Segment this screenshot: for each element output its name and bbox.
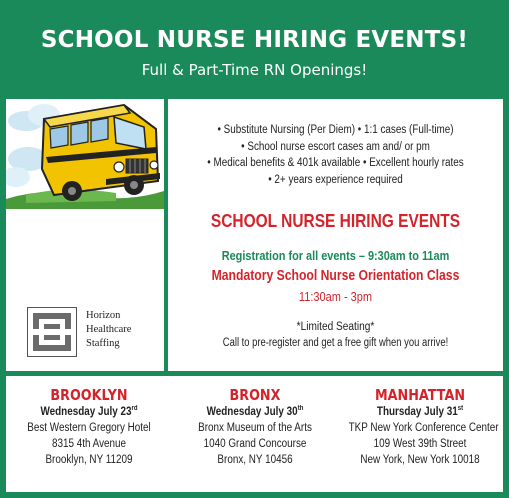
- date-suffix: th: [297, 405, 304, 413]
- location-date: [349, 404, 492, 420]
- company-name: [86, 309, 166, 351]
- location-street: 1040 Grand Concourse: [203, 438, 307, 450]
- call-to-action: Call to pre-register and get a free gift when you arrive!: [222, 337, 449, 349]
- location-citystate: Brooklyn, NY 11209: [45, 454, 133, 466]
- events-heading: SCHOOL NURSE HIRING EVENTS: [210, 211, 461, 231]
- company-name-line: Healthcare: [86, 324, 132, 335]
- location-city: BROOKLYN: [50, 386, 128, 404]
- job-benefits-list: [168, 122, 503, 188]
- location-venue: Best Western Gregory Hotel: [27, 422, 151, 434]
- location-bronx: [172, 387, 338, 468]
- date-suffix: st: [457, 405, 464, 413]
- bullet-item: • Substitute Nursing (Per Diem) • 1:1 cases (Full-time): [217, 124, 454, 136]
- location-date: [184, 404, 327, 420]
- location-venue: Bronx Museum of the Arts: [198, 422, 312, 434]
- date-text: Thursday July 31: [376, 406, 458, 418]
- location-manhattan: [337, 387, 503, 468]
- date-text: Wednesday July 23: [40, 406, 132, 418]
- orientation-time: 11:30am - 3pm: [298, 290, 373, 304]
- page-title: SCHOOL NURSE HIRING EVENTS!: [40, 27, 469, 53]
- location-city: BRONX: [229, 386, 281, 404]
- location-venue: TKP New York Conference Center: [348, 422, 499, 434]
- location-city: MANHATTAN: [374, 386, 466, 404]
- date-suffix: rd: [131, 405, 138, 413]
- orientation-class: Mandatory School Nurse Orientation Class: [211, 268, 460, 284]
- location-citystate: New York, New York 10018: [360, 454, 480, 466]
- limited-seating: *Limited Seating*: [296, 321, 375, 333]
- horizon-logo-icon: [27, 307, 77, 357]
- header-banner: [0, 0, 509, 98]
- location-street: 109 West 39th Street: [373, 438, 467, 450]
- company-name-line: Horizon: [86, 310, 121, 321]
- company-name-line: Staffing: [86, 338, 120, 349]
- location-street: 8315 4th Avenue: [51, 438, 127, 450]
- details-panel: [168, 99, 503, 371]
- page-subtitle: Full & Part-Time RN Openings!: [141, 61, 368, 79]
- bullet-item: • 2+ years experience required: [268, 173, 403, 186]
- bullet-item: • School nurse escort cases am and/ or pm: [241, 140, 430, 153]
- locations-panel: [6, 376, 503, 492]
- school-bus-illustration: [6, 99, 164, 209]
- left-panel: [6, 99, 164, 371]
- location-brooklyn: [6, 387, 172, 468]
- location-date: [18, 404, 161, 420]
- location-citystate: Bronx, NY 10456: [217, 454, 293, 466]
- bullet-item: • Medical benefits & 401k available • Excellent hourly rates: [207, 157, 464, 169]
- date-text: Wednesday July 30: [206, 406, 298, 418]
- registration-time: Registration for all events – 9:30am to 11am: [221, 248, 450, 263]
